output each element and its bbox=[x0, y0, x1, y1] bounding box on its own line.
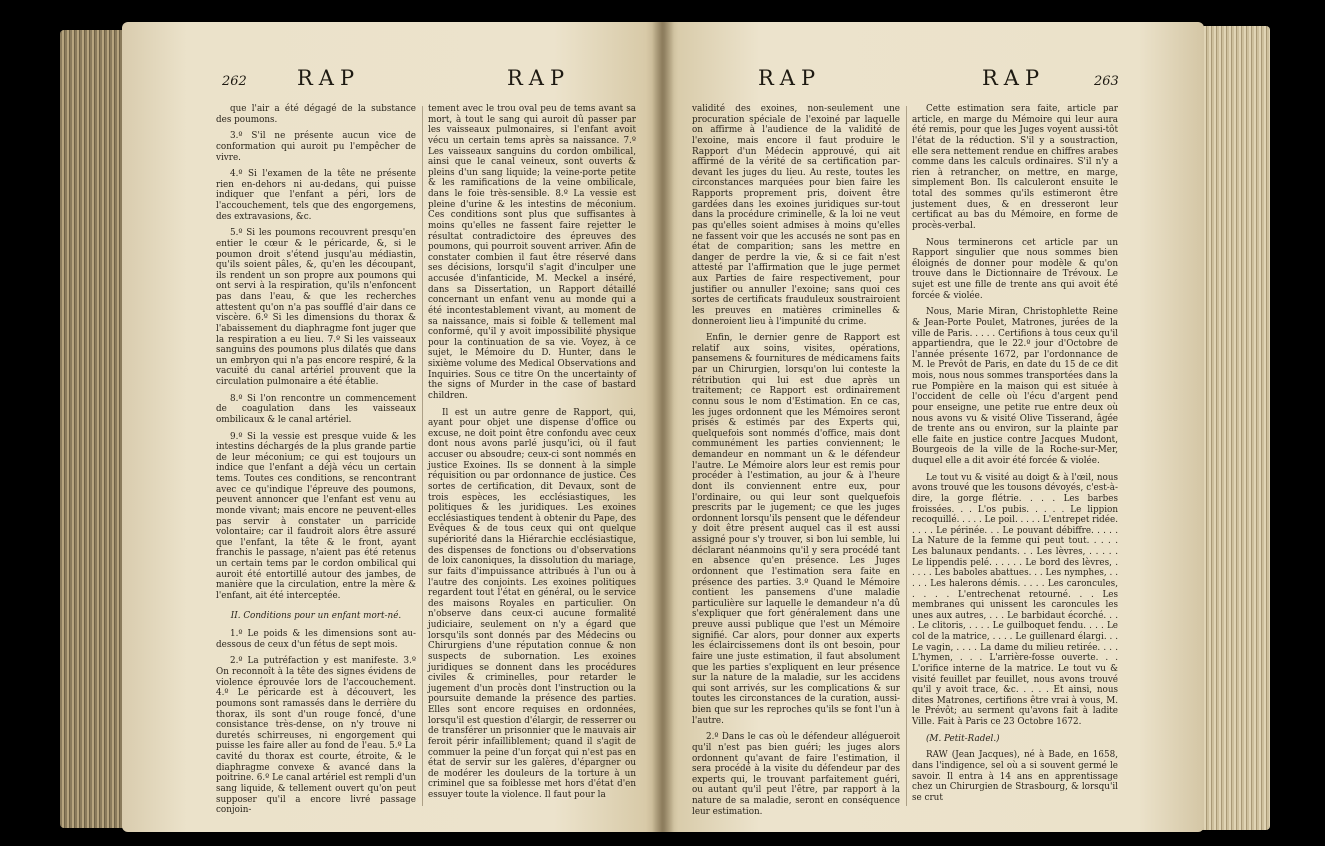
running-head-right-2: RAP bbox=[982, 66, 1046, 90]
left-page-edges bbox=[60, 30, 124, 828]
paragraph: Nous, Marie Miran, Christophlette Reine & Jean-Porte Poulet, Matrones, jurées de la ville de Paris. . . . . Certifions à tous ceux qu'il appartiendra, que le 22.º jour d'Octobre de l'année présente 1672, par l'ordonnance de M. le Prevôt de Paris, en date du 15 de ce dit mois, nous nous sommes transportées dans la rue Pompière en la maison qui est située à l'occident de celle où l'écu d'argent pend pour enseigne, une petite rue entre deux où nous avons vu & visité Olive Tisserand, âgée de trente ans ou environ, sur la plainte par elle faite en justice contre Jacques Mudont, Bourgeois de la ville de la Roche-sur-Mer, duquel elle a dit avoir été forcée & violée. bbox=[912, 307, 1118, 466]
paragraph: 3.º S'il ne présente aucun vice de conformation qui auroit pu l'empêcher de vivre. bbox=[216, 131, 416, 163]
paragraph: validité des exoines, non-seulement une procuration spéciale de l'exoiné par laquelle on affirme à l'audience de la validité de l'exoine, mais encore il faut produire le Rapport d'un Médecin approuvé, qui ait affirmé de la vérité de sa certification par-devant les juges du lieu. Au reste, toutes les circonstances marquées pour bien faire les Rapports proprement pris, doivent être gardées dans les exoines juridiques sur-tout dans la procédure criminelle, & la loi ne veut pas qu'elles soient admises à moins qu'elles ne fassent voir que les accusés ne sont pas en état de comparition; sans les mettre en danger de perdre la vie, & si ce fait n'est attesté par l'affirmation que le juge permet aux Parties de faire respectivement, pour justifier ou annuller l'exoine; sans quoi ces sortes de certificats frauduleux soustrairoient les preuves en matières criminelles & donneroient lieu à l'impunité du crime. bbox=[692, 104, 900, 327]
paragraph: 2.º Dans le cas où le défendeur allégueroit qu'il n'est pas bien guéri; les juges alors ordonnent qu'avant de faire l'estimation, il sera procédé à la visite du défendeur par des experts qui, le trouvant parfaitement guéri, ou autant qu'il peut l'être, par rapport à la nature de sa maladie, seront en conséquence leur estimation. bbox=[692, 732, 900, 817]
column-rule bbox=[422, 106, 423, 806]
paragraph: 2.º La putréfaction y est manifeste. 3.º On reconnoît à la tête des signes évidens de violence éprouvée lors de l'accouchement. 4.º Le péricarde est à découvert, les poumons sont ramassés dans le derrière du thorax, ils sont d'un rouge foncé, d'une consistance très-dense, on n'y trouve ni duretés schirreuses, ni engorgement qui puisse les faire aller au fond de l'eau. 5.º La cavité du thorax est courte, étroite, & le diaphragme convexe & avancé dans la poitrine. 6.º Le canal artériel est rempli d'un sang liquide, & tellement ouvert qu'on peut supposer qu'il a encore livré passage conjoin- bbox=[216, 656, 416, 816]
right-column-1 bbox=[692, 104, 900, 817]
paragraph: 4.º Si l'examen de la tête ne présente rien en-dehors ni au-dedans, qui puisse indiquer que l'enfant a péri, lors de l'accouchement, tels que des engorgemens, des extravasions, &c. bbox=[216, 169, 416, 222]
page-number-right: 263 bbox=[1094, 74, 1119, 89]
column-rule bbox=[906, 106, 907, 806]
left-column-2 bbox=[428, 104, 636, 801]
running-head-right-1: RAP bbox=[758, 66, 822, 90]
right-page-edges bbox=[1202, 26, 1270, 830]
paragraph: 9.º Si la vessie est presque vuide & les intestins déchargés de la plus grande partie de leur méconium; ce qui est toujours un indice que l'enfant a déjà vécu un certain tems. Toutes ces conditions, se rencontrant avec ce qu'indique l'épreuve des poumons, peuvent annoncer que l'enfant est venu au monde vivant; mais encore ne peuvent-elles pas servir à constater un parricide volontaire; car il faudroit alors être assuré que l'enfant, la tête & le front, ayant franchis le passage, n'aient pas été retenus un certain tems par le cordon ombilical qui auroit été entortillé autour des jambes, de manière que la circulation, entre la mère & l'enfant, ait été interceptée. bbox=[216, 431, 416, 601]
paragraph: Le tout vu & visité au doigt & à l'œil, nous avons trouvé que les tousons dévoyés, c'est-à-dire, la gorge flétrie. . . . Les barbes froissées. . . L'os pubis. . . . . Le lippion recoquillé. . . . . Le poil. . . . . L'entrepet ridée. . . . . Le périnée. . . Le pouvant débiffre. . . . . La Nature de la femme qui peut tout. . . . . Les balunaux pendants. . . Les lèvres, . . . . . Le lippendis pelé. . . . . . Le bord des lèvres, . . . . . Les baboles abattues. . . Les nymphes, . . . . . Les halerons démis. . . . . Les caroncules, . . . . L'entrechenat retourné. . . Les membranes qui unissent les caroncules les unes aux autres, . . . Le barbidaut écorché. . . . Le clitoris, . . . . Le guilboquet fendu. . . . Le col de la matrice, . . . . Le guillenard élargi. . . Le vagin, . . . . La dame du milieu retirée. . . . L'hymen, . . . L'arrière-fosse ouverte. . . L'orifice interne de la matrice. Le tout vu & visité feuillet par feuillet, nous avons trouvé qu'il y avoit trace, &c. . . . . Et ainsi, nous dites Matrones, certifions être vrai à vous, M. le Prévôt; au serment qu'avons fait à ladite Ville. Fait à Paris ce 23 Octobre 1672. bbox=[912, 472, 1119, 727]
right-page bbox=[662, 22, 1204, 832]
left-column-1 bbox=[216, 104, 416, 816]
paragraph: que l'air a été dégagé de la substance des poumons. bbox=[216, 104, 416, 125]
running-head-left-1: RAP bbox=[297, 66, 361, 90]
paragraph: RAW (Jean Jacques), né à Bade, en 1658, dans l'indigence, sel où a si souvent germé le savoir. Il entra à 14 ans en apprentissage chez un Chirurgien de Strasbourg, & lorsqu'il se crut bbox=[912, 750, 1118, 803]
paragraph: Il est un autre genre de Rapport, qui, ayant pour objet une dispense d'office ou excuse, ne doit point être confondu avec ceux dont nous avons parlé jusqu'ici, où il faut accuser ou absoudre; ceux-ci sont nommés en justice Exoines. Ils se donnent à la simple réquisition ou par ordonnance de justice. Ces sortes de certification, dit Devaux, sont de trois espèces, les ecclésiastiques, les politiques & les juridiques. Les exoines ecclésiastiques tendent à obtenir du Pape, des Evêques & de tous ceux qui ont quelque supériorité dans la Hiérarchie ecclésiastique, des dispenses de fonctions ou d'observations de loix canoniques, la dissolution du mariage, sur faits d'impuissance attribués à l'un ou à l'autre des conjoints. Les exoines politiques regardent tout l'état en général, ou le service des maisons Royales en particulier. On n'observe dans ceux-ci aucune formalité judiciaire, seulement on n'y a égard que lorsqu'ils sont donnés par des Médecins ou Chirurgiens d'une réputation connue & non suspects de subornation. Les exoines juridiques se donnent dans les procédures civiles & criminelles, pour retarder le jugement d'un procès dont l'instruction ou la poursuite demande la présence des parties. Elles sont encore requises en ordonnées, lorsqu'il est question d'élargir, de resserrer ou de transférer un prisonnier que le mauvais air feroit périr infailliblement; quand il s'agit de commuer la peine d'un forçat qui n'est pas en état de servir sur les galères, d'épargner ou de modérer les douleurs de la torture à un criminel que sa foiblesse met hors d'état d'en essuyer toute la violence. Il faut pour la bbox=[428, 407, 636, 800]
paragraph: 8.º Si l'on rencontre un commencement de coagulation dans les vaisseaux ombilicaux & le canal artériel. bbox=[216, 393, 416, 425]
right-column-2 bbox=[912, 104, 1118, 803]
paragraph: Nous terminerons cet article par un Rapport singulier que nous sommes bien éloignés de donner pour modèle & qu'on trouve dans le Dictionnaire de Trévoux. Le sujet est une fille de trente ans qui avoit été forcée & violée. bbox=[912, 237, 1118, 301]
paragraph: 1.º Le poids & les dimensions sont au-dessous de ceux d'un fétus de sept mois. bbox=[216, 629, 416, 650]
signature: (M. Petit-Radel.) bbox=[926, 733, 1000, 744]
running-head-left-2: RAP bbox=[507, 66, 571, 90]
left-page bbox=[122, 22, 662, 832]
page-number-left: 262 bbox=[222, 74, 247, 89]
paragraph: Cette estimation sera faite, article par article, en marge du Mémoire qui leur aura été remis, pour que les Juges voyent aussi-tôt l'état de la réduction. S'il y a soustraction, elle sera nettement rendue en chiffres arabes comme dans les calculs ordinaires. S'il n'y a rien à retrancher, on mettre, en marge, simplement Bon. Ils calculeront ensuite le total des sommes qu'ils estimeront être justement dues, & en dresseront leur certificat au bas du Mémoire, en forme de procès-verbal. bbox=[912, 104, 1118, 231]
paragraph: Enfin, le dernier genre de Rapport est relatif aux soins, visites, opérations, pansemens & fournitures de médicamens faits par un Chirurgien, lorsqu'on lui conteste la rétribution qui lui est due après un traitement; ce Rapport est ordinairement connu sous le nom d'Estimation. En ce cas, les juges ordonnent que les Mémoires seront prisés & estimés par des Experts qui, quelquefois sont nommés d'office, mais dont communément les parties conviennent; le demandeur en nommant un & le défendeur l'autre. Le Mémoire alors leur est remis pour procéder à l'estimation, au jour & à l'heure dont ils conviennent entre eux, pour l'ordinaire, ou qui leur sont quelquefois prescrits par le jugement; ce que les juges ordonnent lorsqu'ils pensent que le défendeur y doit être présent auquel cas il est aussi assigné pour s'y trouver, si bon lui semble, lui déclarant néanmoins qu'il y sera procédé tant en absence qu'en présence. Les Juges ordonnent que l'estimation sera faite en présence des parties. 3.º Quand le Mémoire contient les pansemens d'une maladie particulière sur laquelle le demandeur n'a dû s'expliquer que fort généralement dans une preuve aussi publique que l'est un Mémoire signifié. Car alors, pour donner aux experts les éclaircissemens dont ils ont besoin, pour faire une juste estimation, il faut absolument que les parties s'expliquent en leur présence sur la nature de la maladie, sur les accidens qui sont arrivés, sur les complications & sur toutes les circonstances de la curation, aussi-bien que sur les reproches qu'ils se font l'un à l'autre. bbox=[692, 333, 900, 726]
paragraph: tement avec le trou oval peu de tems avant sa mort, à tout le sang qui auroit dû passer par les vaisseaux pulmonaires, si l'enfant avoit vécu un certain tems après sa naissance. 7.º Les vaisseaux sanguins du cordon ombilical, ainsi que le canal veineux, sont ouverts & pleins d'un sang liquide; la veine-porte petite & les ramifications de la veine ombilicale, dans le foie très-sensible. 8.º La vessie est pleine d'urine & les intestins de méconium. Ces conditions sont plus que suffisantes à moins qu'elles ne fassent faire rejetter le résultat contradictoire des épreuves des poumons, qui pourroit souvent arriver. Afin de constater combien il faut être réservé dans ses décisions, lorsqu'il s'agit d'inculper une accusée d'infanticide, M. Meckel a inséré, dans sa Dissertation, un Rapport détaillé concernant un enfant venu au monde qui a été incontestablement vivant, au moment de sa naissance, mais si foible & tellement mal conformé, qu'il y avoit impossibilité physique pour la continuation de sa vie. Voyez, à ce sujet, le Mémoire du D. Hunter, dans le sixième volume des Medical Observations and Inquiries. Sous ce titre On the uncertainty of the signs of Murder in the case of bastard children. bbox=[428, 104, 636, 401]
book-gutter bbox=[652, 22, 674, 832]
paragraph: 5.º Si les poumons recouvrent presqu'en entier le cœur & le péricarde, &, si le poumon droit s'étend jusqu'au médiastin, qu'ils soient pâles, &, qu'en les découpant, ils rendent un son propre aux poumons qui ont servi à la respiration, qu'ils n'enfoncent pas dans l'eau, & que les recherches attestent qu'on n'a pas soufflé d'air dans ce viscère. 6.º Si les dimensions du thorax & l'abaissement du diaphragme font juger que la respiration a eu lieu. 7.º Si les vaisseaux sanguins des poumons plus dilatés que dans un embryon qui n'a pas encore respiré, & la vacuité du canal artériel prouvent que la circulation pulmonaire a été établie. bbox=[216, 228, 416, 387]
section-title: II. Conditions pour un enfant mort-né. bbox=[230, 610, 402, 621]
